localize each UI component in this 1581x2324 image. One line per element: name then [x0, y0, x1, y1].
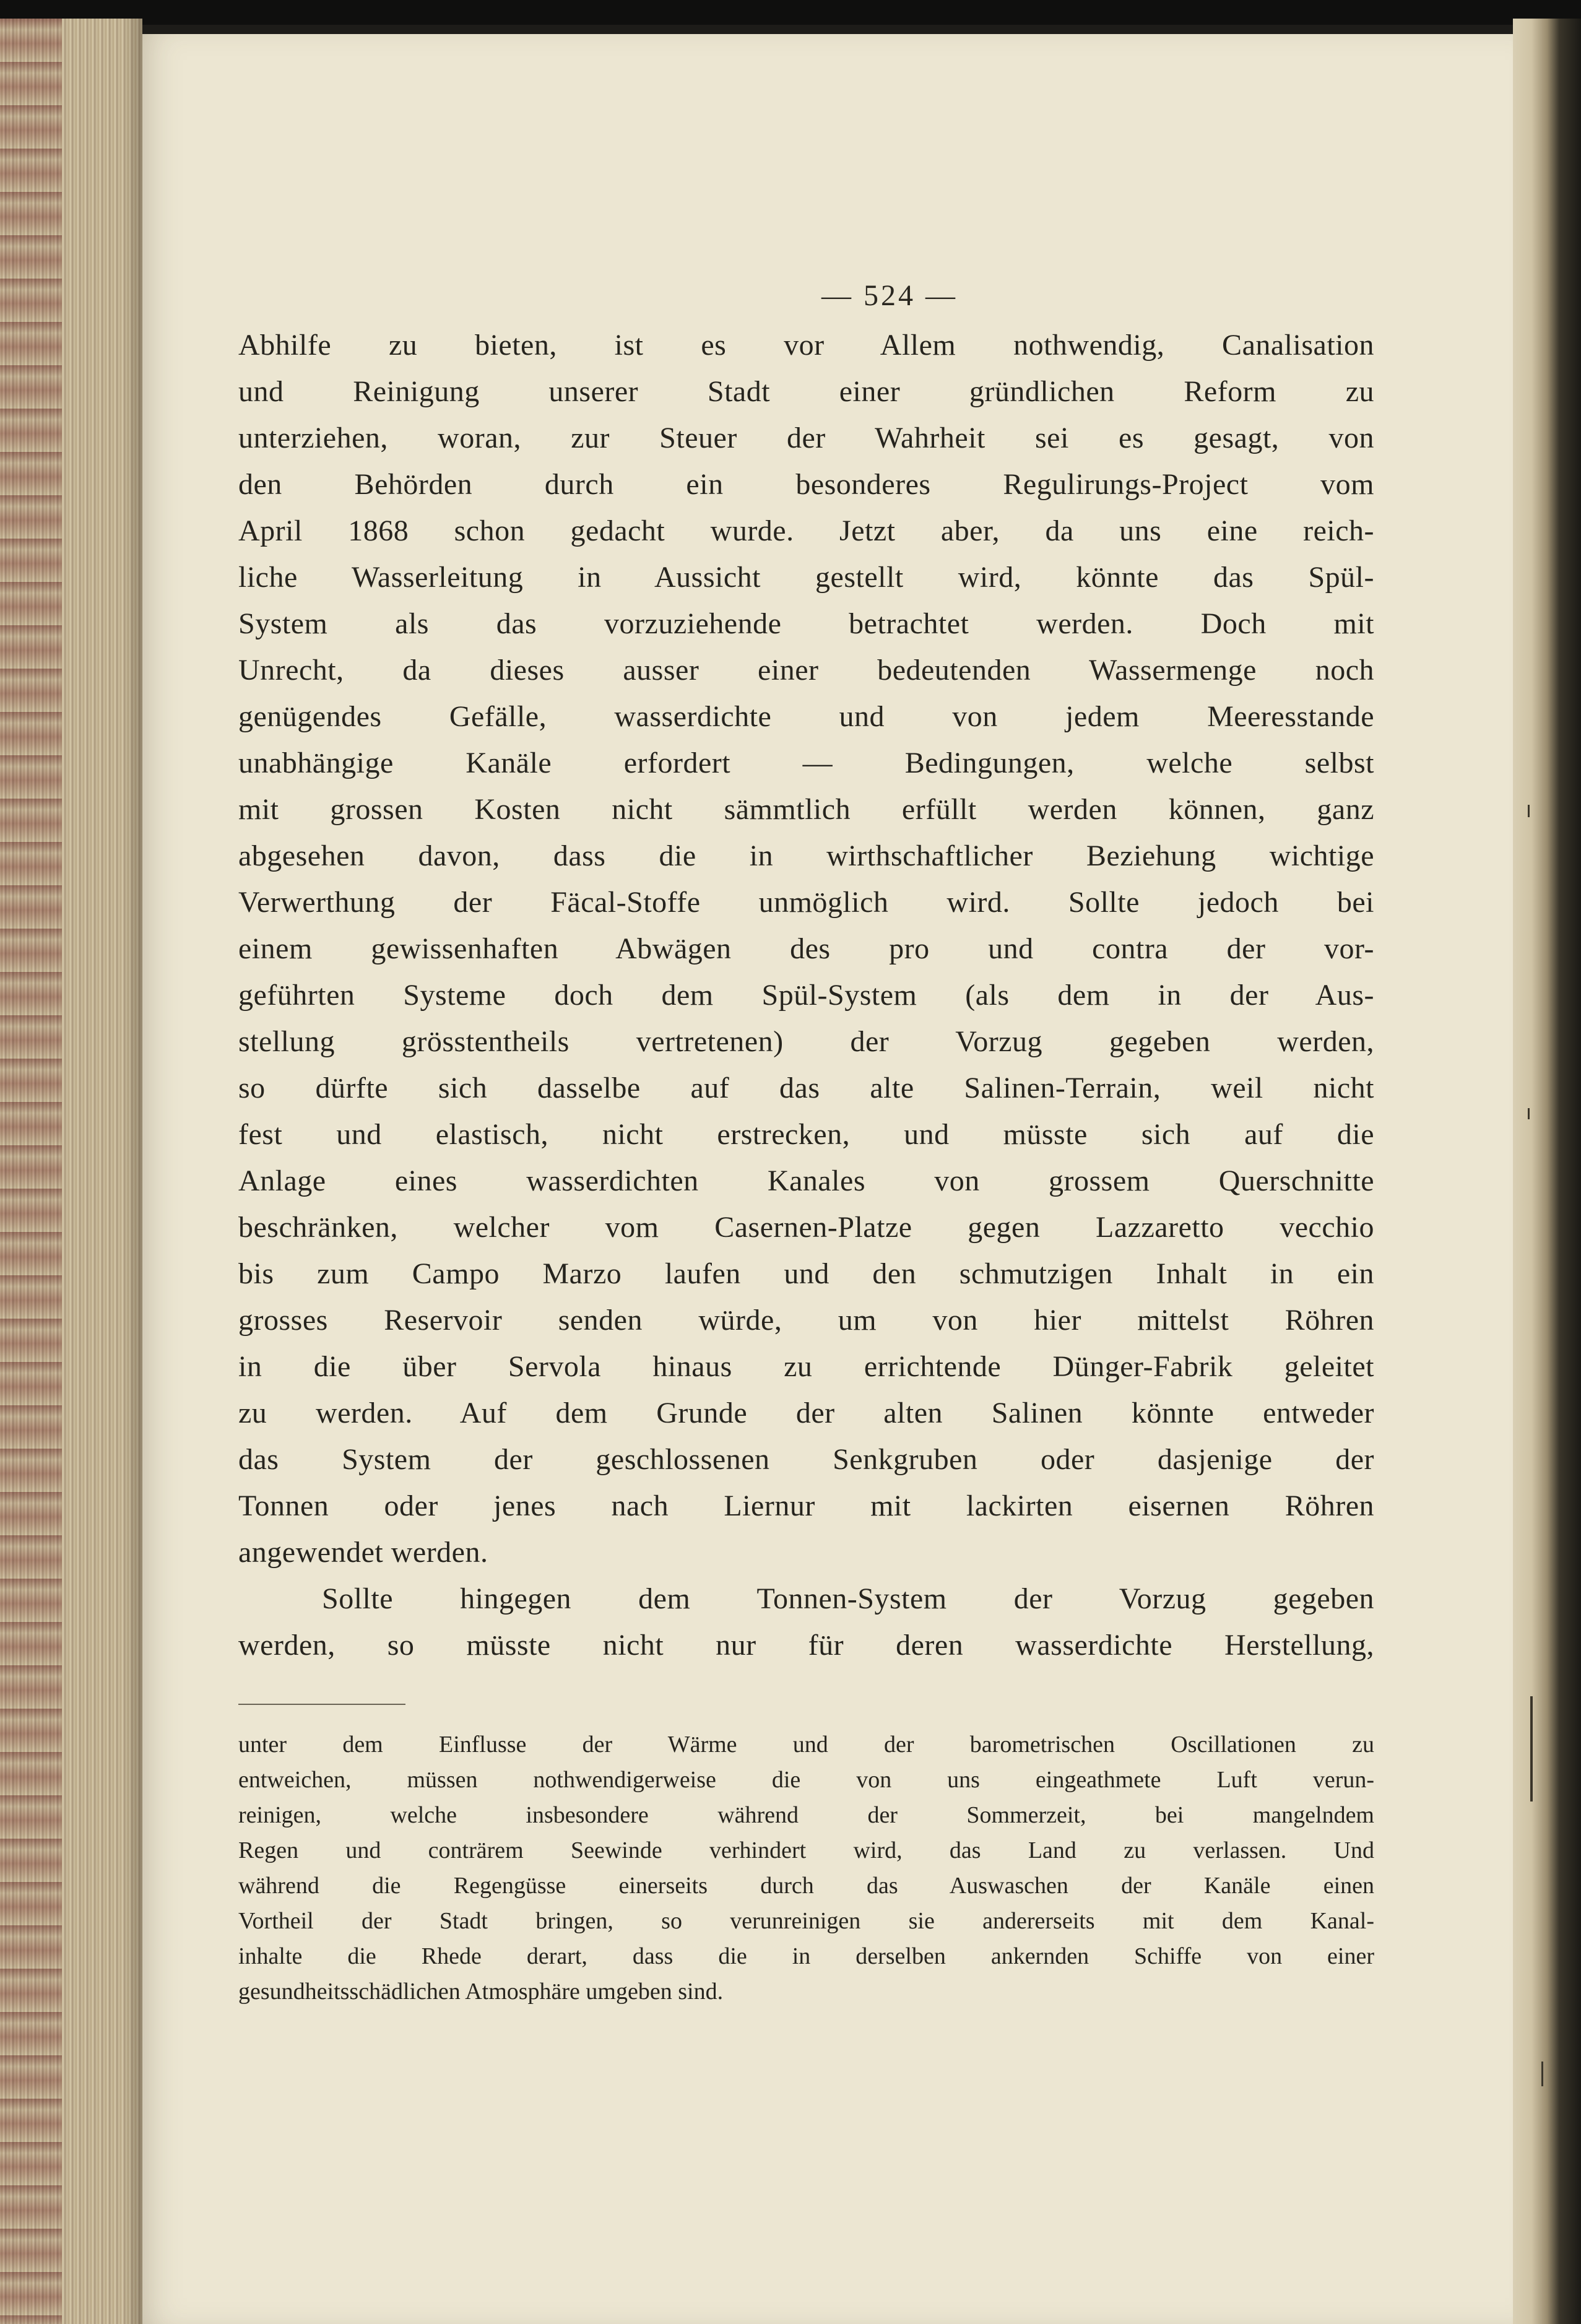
footnote-divider — [238, 1704, 405, 1705]
margin-mark — [1541, 2062, 1543, 2086]
text-line: Tonnen oder jenes nach Liernur mit lackirten eisernen Röhren — [238, 1489, 1374, 1522]
footnote-line: reinigen, welche insbesondere während der Sommerzeit, bei mangelndem — [238, 1802, 1374, 1828]
text-line-paragraph-start: Sollte hingegen dem Tonnen-System der Vorzug gegeben — [322, 1582, 1374, 1615]
footnote-line: Regen und conträrem Seewinde verhindert wird, das Land zu verlassen. Und — [238, 1837, 1374, 1863]
text-line: bis zum Campo Marzo laufen und den schmutzigen Inhalt in ein — [238, 1257, 1374, 1290]
text-line: beschränken, welcher vom Casernen-Platze gegen Lazzaretto vecchio — [238, 1211, 1374, 1244]
text-line: stellung grösstentheils vertretenen) der Vorzug gegeben werden, — [238, 1025, 1374, 1058]
text-line: geführten Systeme doch dem Spül-System (als dem in der Aus- — [238, 979, 1374, 1012]
text-line: werden, so müsste nicht nur für deren wasserdichte Herstellung, — [238, 1629, 1374, 1662]
text-line: genügendes Gefälle, wasserdichte und von jedem Meeresstande — [238, 700, 1374, 733]
text-line: einem gewissenhaften Abwägen des pro und contra der vor- — [238, 932, 1374, 965]
margin-mark — [1528, 1108, 1530, 1119]
page-number: — 524 — — [821, 279, 958, 312]
text-line: Abhilfe zu bieten, ist es vor Allem nothwendig, Canalisation — [238, 329, 1374, 362]
text-line: Unrecht, da dieses ausser einer bedeutenden Wassermenge noch — [238, 654, 1374, 687]
text-line: Verwerthung der Fäcal-Stoffe unmöglich wird. Sollte jedoch bei — [238, 886, 1374, 919]
footnote-line: entweichen, müssen nothwendigerweise die von uns eingeathmete Luft verun- — [238, 1767, 1374, 1793]
text-line-paragraph-end: angewendet werden. — [238, 1536, 488, 1569]
text-line: so dürfte sich dasselbe auf das alte Salinen-Terrain, weil nicht — [238, 1072, 1374, 1104]
text-line: in die über Servola hinaus zu errichtende Dünger-Fabrik geleitet — [238, 1350, 1374, 1383]
footnote-line: während die Regengüsse einerseits durch das Auswaschen der Kanäle einen — [238, 1873, 1374, 1899]
margin-mark — [1530, 1696, 1533, 1802]
text-line: fest und elastisch, nicht erstrecken, und müsste sich auf die — [238, 1118, 1374, 1151]
text-line: unterziehen, woran, zur Steuer der Wahrheit sei es gesagt, von — [238, 422, 1374, 454]
footnote-line: inhalte die Rhede derart, dass die in derselben ankernden Schiffe von einer — [238, 1943, 1374, 1969]
book-page-edges — [0, 19, 142, 2324]
footnote-line-end: gesundheitsschädlichen Atmosphäre umgeben sind. — [238, 1979, 724, 2005]
text-line: den Behörden durch ein besonderes Regulirungs-Project vom — [238, 468, 1374, 501]
footnote-line: Vortheil der Stadt bringen, so verunreinigen sie andererseits mit dem Kanal- — [238, 1908, 1374, 1934]
text-line: und Reinigung unserer Stadt einer gründlichen Reform zu — [238, 375, 1374, 408]
scanner-background — [0, 0, 1581, 25]
main-text — [238, 322, 1374, 1668]
margin-mark — [1528, 805, 1530, 817]
text-line: unabhängige Kanäle erfordert — Bedingungen, welche selbst — [238, 747, 1374, 779]
text-line: April 1868 schon gedacht wurde. Jetzt aber, da uns eine reich- — [238, 514, 1374, 547]
text-line: System als das vorzuziehende betrachtet werden. Doch mit — [238, 607, 1374, 640]
footnote-line: unter dem Einflusse der Wärme und der barometrischen Oscillationen zu — [238, 1732, 1374, 1758]
text-line: zu werden. Auf dem Grunde der alten Salinen könnte entweder — [238, 1397, 1374, 1429]
text-line: mit grossen Kosten nicht sämmtlich erfüllt werden können, ganz — [238, 793, 1374, 826]
footnote-text — [238, 1727, 1374, 2010]
text-line: liche Wasserleitung in Aussicht gestellt wird, könnte das Spül- — [238, 561, 1374, 594]
text-line: Anlage eines wasserdichten Kanales von grossem Querschnitte — [238, 1164, 1374, 1197]
book-cover-edge — [1513, 19, 1581, 2324]
text-line: das System der geschlossenen Senkgruben oder dasjenige der — [238, 1443, 1374, 1476]
text-line: abgesehen davon, dass die in wirthschaftlicher Beziehung wichtige — [238, 839, 1374, 872]
text-line: grosses Reservoir senden würde, um von hier mittelst Röhren — [238, 1304, 1374, 1337]
